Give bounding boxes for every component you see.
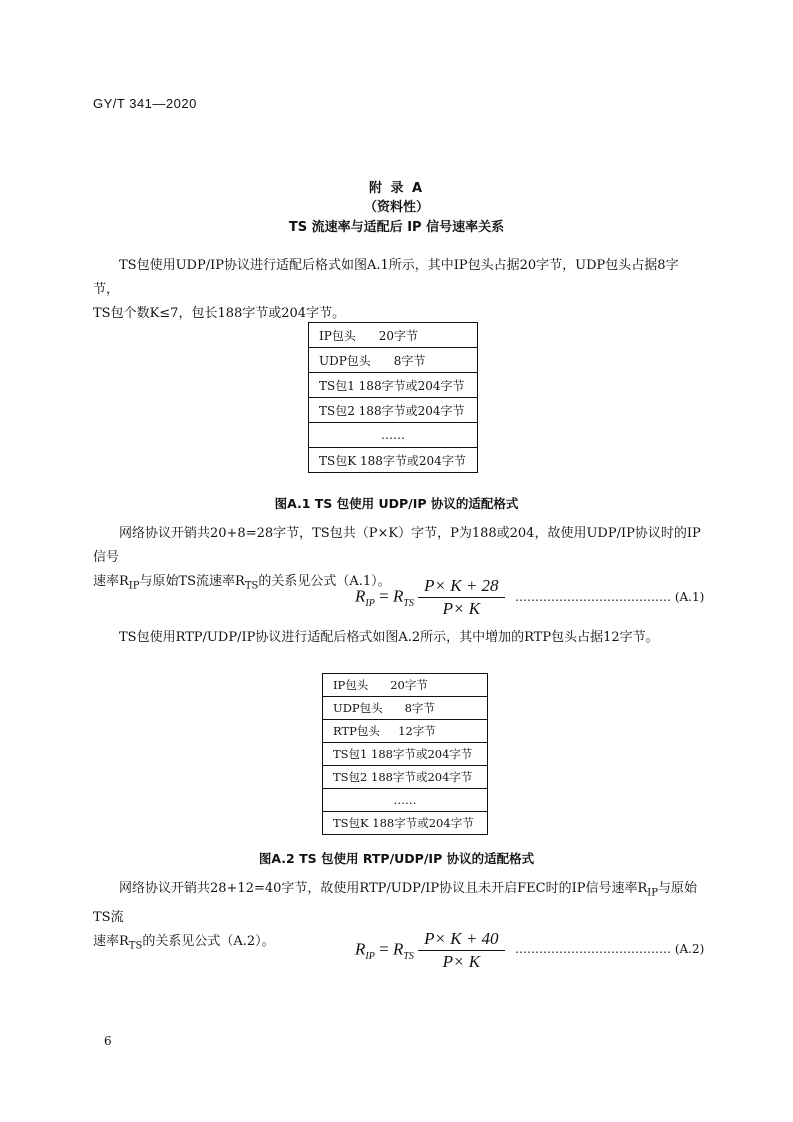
figure-a1-packet-table [308, 322, 478, 473]
formula-a2-number: ………………………………… (A.2) [515, 942, 705, 956]
figure-a2-caption: 图A.2 TS 包使用 RTP/UDP/IP 协议的适配格式 [258, 851, 535, 866]
appendix-subject: TS 流速率与适配后 IP 信号速率关系 [288, 220, 505, 235]
packet-row: UDP包头 8字节 [323, 697, 488, 720]
paragraph-rtp-format [93, 626, 703, 650]
paragraph-line: TS包使用RTP/UDP/IP协议进行适配后格式如图A.2所示，其中增加的RTP包头占据12字节。 [119, 630, 659, 645]
packet-row: TS包2 188字节或204字节 [309, 398, 478, 423]
packet-row-ellipsis: …… [323, 789, 488, 812]
appendix-title: 附 录 A [368, 181, 425, 196]
formula-a1: $R_{IP} = R_{TS}$ $\frac{P\times K + 28}{P\times K}$ [355, 576, 505, 619]
paragraph-line: TS包使用UDP/IP协议进行适配后格式如图A.1所示，其中IP包头占据20字节，UDP包头占据8字节， [93, 258, 679, 297]
formula-a1-fraction: $\frac{P\times K + 28}{P\times K}$ [418, 576, 504, 619]
paragraph-line: TS包个数K≤7，包长188字节或204字节。 [93, 306, 346, 321]
packet-row: TS包K 188字节或204字节 [309, 448, 478, 473]
paragraph-line: 速率$R_{IP}$与原始TS流速率$R_{TS}$的关系见公式（A.1）。 [93, 574, 391, 592]
packet-row: TS包1 188字节或204字节 [309, 373, 478, 398]
formula-a2-fraction: $\frac{P\times K + 40}{P\times K}$ [418, 929, 504, 972]
paragraph-line: 网络协议开销共20+8=28字节，TS包共（P×K）字节，P为188或204，故使用UDP/IP协议时的IP信号 [93, 526, 701, 565]
figure-a1-caption: 图A.1 TS 包使用 UDP/IP 协议的适配格式 [274, 496, 519, 511]
packet-row: RTP包头 12字节 [323, 720, 488, 743]
appendix-nature: （资料性） [363, 200, 429, 215]
packet-row-ellipsis: …… [309, 423, 478, 448]
packet-row: TS包2 188字节或204字节 [323, 766, 488, 789]
packet-row: IP包头 20字节 [309, 323, 478, 348]
packet-row: TS包K 188字节或204字节 [323, 812, 488, 835]
figure-a2-packet-table [322, 673, 488, 835]
page-number: 6 [104, 1034, 112, 1048]
formula-a2: $R_{IP} = R_{TS}$ $\frac{P\times K + 40}{P\times K}$ [355, 929, 505, 972]
document-id: GY/T 341—2020 [93, 96, 197, 111]
formula-a1-number: ………………………………… (A.1) [515, 590, 705, 604]
paragraph-line: 速率$R_{TS}$的关系见公式（A.2）。 [93, 933, 275, 952]
packet-row: TS包1 188字节或204字节 [323, 743, 488, 766]
packet-row: IP包头 20字节 [323, 674, 488, 697]
packet-row: UDP包头 8字节 [309, 348, 478, 373]
paragraph-line: 网络协议开销共28+12=40字节，故使用RTP/UDP/IP协议且未开启FEC时的IP信号速率$R_{IP}$与原始TS流 [93, 881, 697, 925]
paragraph-udp-format [93, 254, 703, 326]
